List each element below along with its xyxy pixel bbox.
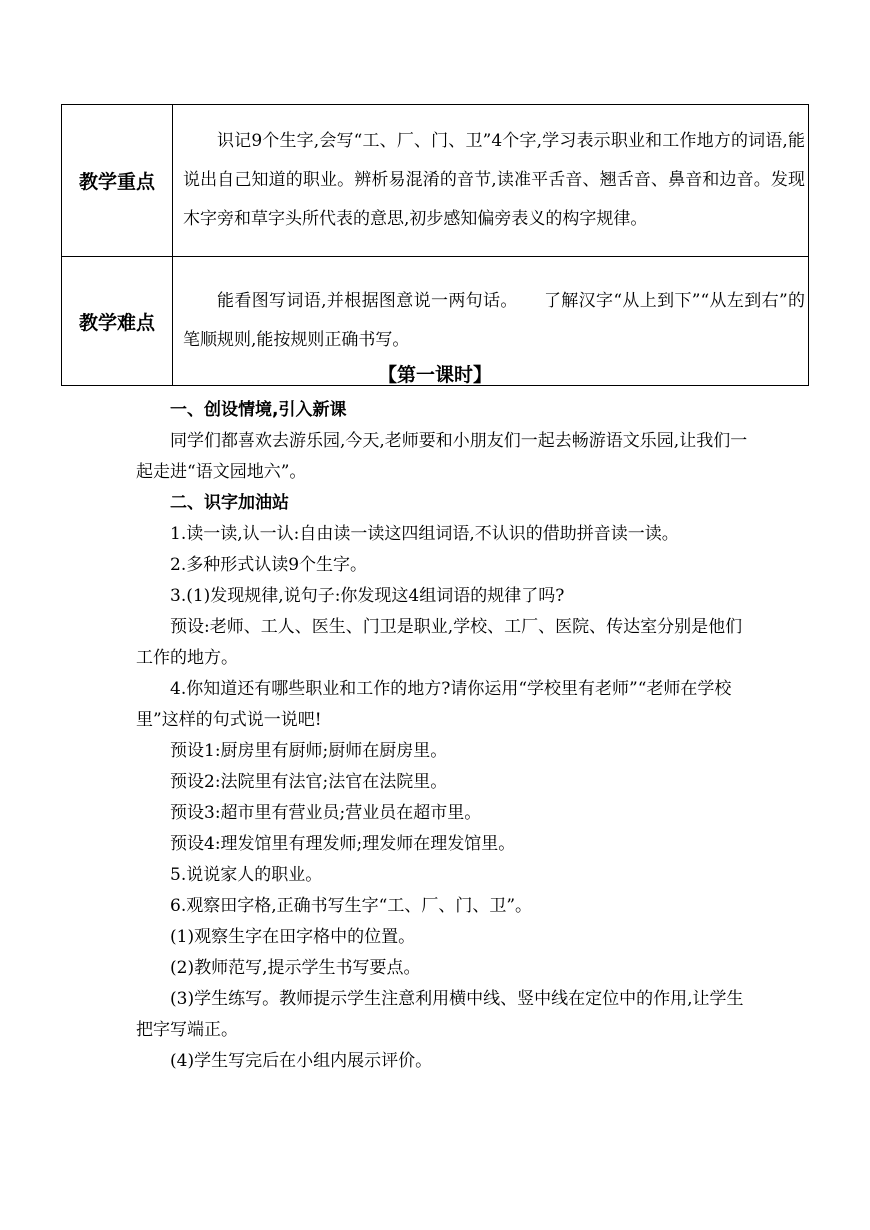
paragraph: 预设3:超市里有营业员;营业员在超市里。 xyxy=(170,803,482,823)
lesson-body xyxy=(136,395,751,1077)
paragraph: 预设1:厨房里有厨师;厨师在厨房里。 xyxy=(170,741,448,761)
paragraph: (2)教师范写,提示学生书写要点。 xyxy=(170,958,421,978)
lesson-title: 【第一课时】 xyxy=(377,364,492,386)
paragraph: (1)观察生字在田字格中的位置。 xyxy=(170,927,416,947)
paragraph: (3)学生练写。教师提示学生注意利用横中线、竖中线在定位中的作用,让学生把字写端正。 xyxy=(136,989,744,1040)
paragraph: 5.说说家人的职业。 xyxy=(170,865,323,885)
paragraph: 同学们都喜欢去游乐园,今天,老师要和小朋友们一起去畅游语文乐园,让我们一起走进“语文园地六”。 xyxy=(136,431,748,482)
paragraph: 2.多种形式认读9个生字。 xyxy=(170,555,368,575)
paragraph: 6.观察田字格,正确书写生字“工、厂、门、卫”。 xyxy=(170,896,533,916)
paragraph: 预设2:法院里有法官;法官在法院里。 xyxy=(170,772,448,792)
section-heading: 二、识字加油站 xyxy=(170,493,289,513)
paragraph: 1.读一读,认一认:自由读一读这四组词语,不认识的借助拼音读一读。 xyxy=(170,524,679,544)
key-points-content: 识记9个生字,会写“工、厂、门、卫”4个字,学习表示职业和工作地方的词语,能说出自己知道的职业。辨析易混淆的音节,读准平舌音、翘舌音、鼻音和边音。发现木字旁和草字头所代表的意思,初步感知偏旁表义的构字规律。 xyxy=(173,105,809,257)
difficult-points-content: 能看图写词语,并根据图意说一两句话。 了解汉字“从上到下”“从左到右”的笔顺规则,能按规则正确书写。 xyxy=(173,257,809,386)
table-row xyxy=(62,105,809,257)
section-heading: 一、创设情境,引入新课 xyxy=(170,400,347,420)
paragraph: 预设:老师、工人、医生、门卫是职业,学校、工厂、医院、传达室分别是他们工作的地方。 xyxy=(136,617,743,668)
paragraph: 预设4:理发馆里有理发师;理发师在理发馆里。 xyxy=(170,834,516,854)
paragraph: 3.(1)发现规律,说句子:你发现这4组词语的规律了吗? xyxy=(170,586,565,606)
paragraph: 4.你知道还有哪些职业和工作的地方?请你运用“学校里有老师”“老师在学校里”这样的句式说一说吧! xyxy=(136,679,732,730)
teaching-focus-table xyxy=(61,104,809,386)
difficult-points-label: 教学难点 xyxy=(62,257,173,386)
key-points-label: 教学重点 xyxy=(62,105,173,257)
paragraph: (4)学生写完后在小组内展示评价。 xyxy=(170,1051,433,1071)
